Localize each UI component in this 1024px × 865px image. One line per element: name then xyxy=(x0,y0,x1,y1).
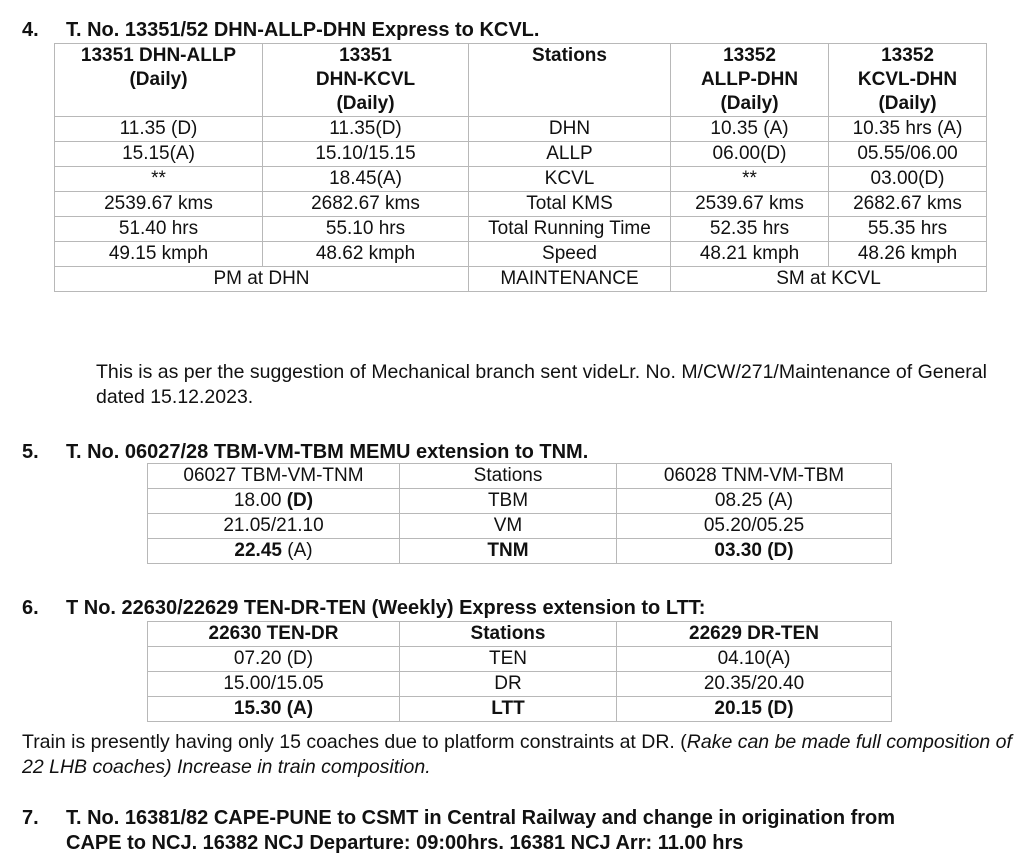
table-cell: ** xyxy=(671,167,829,192)
section-number: 5. xyxy=(22,441,39,463)
table-cell: 05.20/05.25 xyxy=(617,514,892,539)
table-cell: Total Running Time xyxy=(469,217,671,242)
note-italic-text: Rake can be made full composition of 22 LHB coaches) Increase in train composition. xyxy=(22,731,1012,778)
table-row xyxy=(55,242,987,267)
header-cell: 06027 TBM-VM-TNM xyxy=(148,464,400,489)
header-cell: 13352 KCVL-DHN (Daily) xyxy=(829,44,987,117)
table-cell: Total KMS xyxy=(469,192,671,217)
table-cell: 2539.67 kms xyxy=(671,192,829,217)
table-cell: 10.35 hrs (A) xyxy=(829,117,987,142)
table-cell: 51.40 hrs xyxy=(55,217,263,242)
table-cell: LTT xyxy=(400,697,617,722)
table-cell: 18.00 (D) xyxy=(148,489,400,514)
table-row xyxy=(55,167,987,192)
table-header-row xyxy=(55,44,987,117)
table-row xyxy=(148,672,892,697)
table-cell: 06.00(D) xyxy=(671,142,829,167)
table-cell: 55.35 hrs xyxy=(829,217,987,242)
header-cell: 13351 DHN-KCVL (Daily) xyxy=(263,44,469,117)
table-cell: Speed xyxy=(469,242,671,267)
table-cell: 20.35/20.40 xyxy=(617,672,892,697)
table-cell: 2539.67 kms xyxy=(55,192,263,217)
table-cell: DR xyxy=(400,672,617,697)
table-13351-52 xyxy=(54,43,987,292)
table-row xyxy=(148,489,892,514)
table-cell: 04.10(A) xyxy=(617,647,892,672)
table-cell: 11.35(D) xyxy=(263,117,469,142)
section-title: T. No. 06027/28 TBM-VM-TBM MEMU extension to TNM. xyxy=(66,441,589,463)
note-plain-text: Train is presently having only 15 coaches due to platform constraints at DR. ( xyxy=(22,731,687,753)
table-cell: 22.45 (A) xyxy=(148,539,400,564)
maintenance-row xyxy=(55,267,987,292)
table-cell: 21.05/21.10 xyxy=(148,514,400,539)
table-cell: KCVL xyxy=(469,167,671,192)
table-row xyxy=(55,192,987,217)
table-row xyxy=(55,142,987,167)
table-cell: 08.25 (A) xyxy=(617,489,892,514)
table-row xyxy=(148,539,892,564)
table-cell: TBM xyxy=(400,489,617,514)
table-cell: 15.10/15.15 xyxy=(263,142,469,167)
table-cell: DHN xyxy=(469,117,671,142)
section-title: T. No. 13351/52 DHN-ALLP-DHN Express to KCVL. xyxy=(66,19,540,41)
table-cell: 49.15 kmph xyxy=(55,242,263,267)
table-cell: 05.55/06.00 xyxy=(829,142,987,167)
table-cell: 10.35 (A) xyxy=(671,117,829,142)
header-cell: 13351 DHN-ALLP (Daily) xyxy=(55,44,263,117)
table-22630-29 xyxy=(147,621,892,722)
section-title: T No. 22630/22629 TEN-DR-TEN (Weekly) Express extension to LTT: xyxy=(66,597,706,619)
table-row xyxy=(148,647,892,672)
table-cell: 2682.67 kms xyxy=(829,192,987,217)
table-cell: TNM xyxy=(400,539,617,564)
table-cell: 48.26 kmph xyxy=(829,242,987,267)
table-cell: VM xyxy=(400,514,617,539)
table-cell: 11.35 (D) xyxy=(55,117,263,142)
table-cell: SM at KCVL xyxy=(671,267,987,292)
header-cell: 22629 DR-TEN xyxy=(617,622,892,647)
table-row xyxy=(148,514,892,539)
table-cell: TEN xyxy=(400,647,617,672)
header-cell: Stations xyxy=(400,464,617,489)
section-title-line-1: T. No. 16381/82 CAPE-PUNE to CSMT in Central Railway and change in origination from xyxy=(66,807,896,829)
table-cell: ** xyxy=(55,167,263,192)
table-row xyxy=(55,117,987,142)
header-cell: 06028 TNM-VM-TBM xyxy=(617,464,892,489)
table-cell: 48.62 kmph xyxy=(263,242,469,267)
table-header-row xyxy=(148,622,892,647)
section-title-line-2: CAPE to NCJ. 16382 NCJ Departure: 09:00hrs. 16381 NCJ Arr: 11.00 hrs xyxy=(66,832,744,854)
table-row xyxy=(148,697,892,722)
header-cell: 13352 ALLP-DHN (Daily) xyxy=(671,44,829,117)
table-cell: 20.15 (D) xyxy=(617,697,892,722)
table-cell: 07.20 (D) xyxy=(148,647,400,672)
table-cell: 52.35 hrs xyxy=(671,217,829,242)
section-4-note: This is as per the suggestion of Mechanical branch sent videLr. No. M/CW/271/Maintenance of General dated 15.12.2023. xyxy=(96,361,987,408)
table-cell: 18.45(A) xyxy=(263,167,469,192)
table-cell: PM at DHN xyxy=(55,267,469,292)
header-cell: 22630 TEN-DR xyxy=(148,622,400,647)
section-number: 6. xyxy=(22,597,39,619)
table-header-row xyxy=(148,464,892,489)
table-cell: 15.30 (A) xyxy=(148,697,400,722)
table-cell: ALLP xyxy=(469,142,671,167)
table-cell: 03.30 (D) xyxy=(617,539,892,564)
table-cell: MAINTENANCE xyxy=(469,267,671,292)
table-cell: 48.21 kmph xyxy=(671,242,829,267)
section-number: 7. xyxy=(22,807,39,829)
table-cell: 03.00(D) xyxy=(829,167,987,192)
table-row xyxy=(55,217,987,242)
table-cell: 2682.67 kms xyxy=(263,192,469,217)
header-cell: Stations xyxy=(400,622,617,647)
table-cell: 15.00/15.05 xyxy=(148,672,400,697)
section-6-note xyxy=(22,730,1017,780)
table-06027-28 xyxy=(147,463,892,564)
header-cell: Stations xyxy=(469,44,671,117)
section-number: 4. xyxy=(22,19,39,41)
table-cell: 55.10 hrs xyxy=(263,217,469,242)
table-cell: 15.15(A) xyxy=(55,142,263,167)
